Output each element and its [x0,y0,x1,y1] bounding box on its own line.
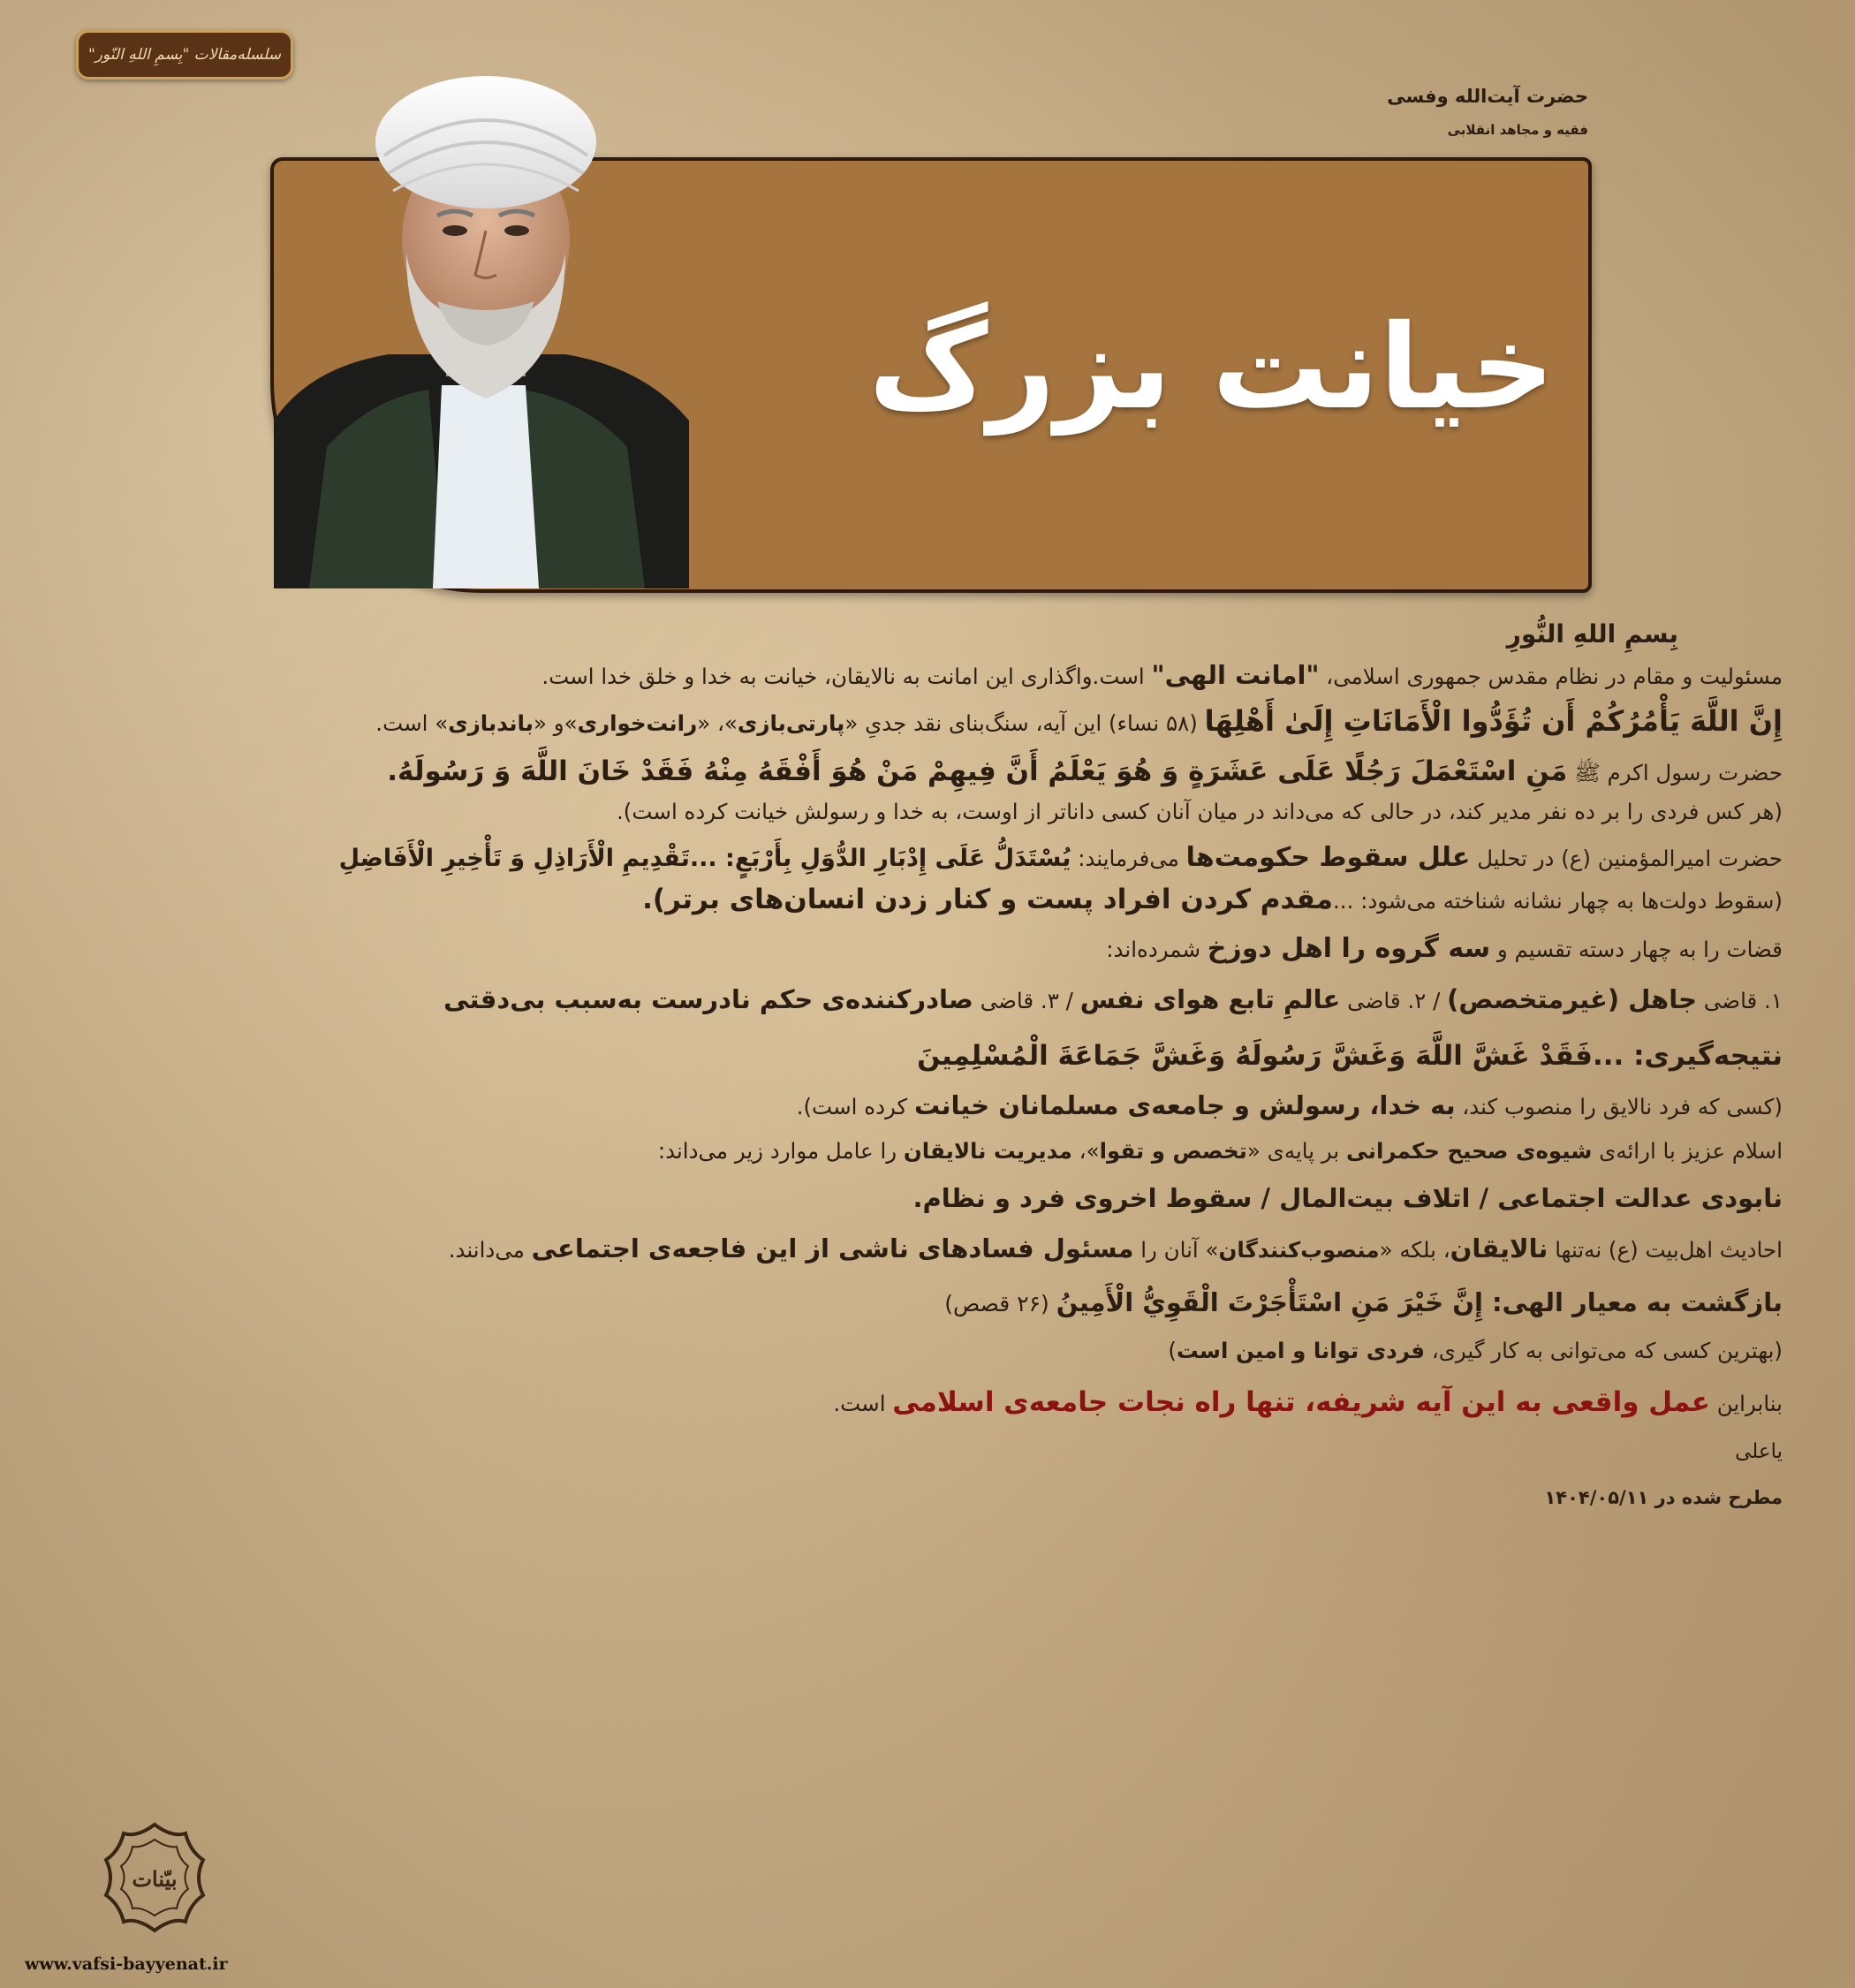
paragraph-1: مسئولیت و مقام در نظام مقدس جمهوری اسلامی، "امانت الهی" است.واگذاری این امانت به نالایقان، خیانت به خدا و خلق خدا است. [541,660,1783,690]
paragraph-14: بازگشت به معیار الهی: إِنَّ خَيْرَ مَنِ اسْتَأْجَرْتَ الْقَوِيُّ الْأَمِينُ (۲۶ قصص) [944,1287,1783,1317]
bayyenat-logo [97,1820,212,1935]
paragraph-9: نتیجه‌گیری: ...فَقَدْ غَشَّ اللَّهَ وَغَشَّ رَسُولَهُ وَغَشَّ جَمَاعَةَ الْمُسْلِمِينَ [917,1040,1783,1072]
paragraph-10: (کسی که فرد نالایق را منصوب کند، به خدا، رسولش و جامعه‌ی مسلمانان خیانت کرده است). [796,1090,1783,1120]
paragraph-4: (هر کس فردی را بر ده نفر مدیر کند، در حالی که می‌داند در میان آنان کسی داناتر از اوست، به خدا و رسولش خیانت کرده است). [617,799,1783,824]
paragraph-8: ۱. قاضی جاهل (غیرمتخصص) / ۲. قاضی عالمِ تابع هوای نفس / ۳. قاضی صادرکننده‌ی حکم نادرست به‌سبب بی‌دقتی [443,984,1783,1014]
page-title: خیانت بزرگ [868,300,1555,436]
cleric-portrait [274,49,689,588]
series-badge [76,30,293,80]
paragraph-3: حضرت رسول اکرم ﷺ مَنِ اسْتَعْمَلَ رَجُلًا عَلَى عَشَرَةٍ وَ هُوَ يَعْلَمُ أَنَّ فِيهِمْ مَنْ هُوَ أَفْقَهُ مِنْهُ فَقَدْ خَانَ اللَّهَ وَ رَسُولَهُ. [387,755,1783,787]
author-role: فقیه و مجاهد انقلابی [1447,122,1588,138]
paragraph-15: (بهترین کسی که می‌توانی به کار گیری، فردی توانا و امین است) [1168,1338,1783,1363]
publish-date: مطرح شده در ۱۴۰۴/۰۵/۱۱ [1544,1487,1783,1508]
paragraph-13: احادیث اهل‌بیت (ع) نه‌تنها نالایقان، بلکه «منصوب‌کنندگان» آنان را مسئول فسادهای ناشی از این فاجعه‌ی اجتماعی می‌دانند. [448,1233,1783,1263]
paragraph-2: إِنَّ اللَّهَ يَأْمُرُكُمْ أَن تُؤَدُّوا الْأَمَانَاتِ إِلَىٰ أَهْلِهَا (۵۸ نساء) این آیه، سنگ‌بنای نقد جدیِ «پارتی‌بازی»، «رانت‌خواری»و «باندبازی» است. [375,704,1783,738]
paragraph-7: قضات را به چهار دسته تقسیم و سه گروه را اهل دوزخ شمرده‌اند: [1106,933,1783,964]
website-url: www.vafsi-bayyenat.ir [25,1954,228,1974]
series-label: سلسله‌مقالات "بِسمِ اللهِ النّور" [87,46,282,64]
paragraph-12: نابودی عدالت اجتماعی / اتلاف بیت‌المال / سقوط اخروی فرد و نظام. [912,1183,1783,1213]
paragraph-5: حضرت امیرالمؤمنین (ع) در تحلیل علل سقوط حکومت‌ها می‌فرمایند: يُسْتَدَلُّ عَلَى إِدْبَارِ الدُّوَلِ بِأَرْبَعٍ: ...تَقْدِيمِ الْأَرَاذِلِ وَ تَأْخِيرِ الْأَفَاضِلِ [338,842,1783,873]
paragraph-16: بنابراین عمل واقعی به این آیه شریفه، تنها راه نجات جامعه‌ی اسلامی است. [833,1386,1783,1418]
closing-salutation: یاعلی [1735,1440,1783,1463]
logo-text: بیّنات [132,1866,178,1892]
article-body [72,615,1783,1514]
paragraph-11: اسلام عزیز با ارائه‌ی شیوه‌ی صحیح حکمرانی بر پایه‌ی «تخصص و تقوا»، مدیریت نالایقان را عامل موارد زیر می‌داند: [657,1138,1783,1164]
bismillah: بِسمِ اللهِ النُّورِ [1506,619,1678,649]
paragraph-6: (سقوط دولت‌ها به چهار نشانه شناخته می‌شود: ...مقدم کردن افراد پست و کنار زدن انسان‌های برتر). [642,884,1783,915]
author-name: حضرت آیت‌الله وفسی [1387,86,1588,107]
